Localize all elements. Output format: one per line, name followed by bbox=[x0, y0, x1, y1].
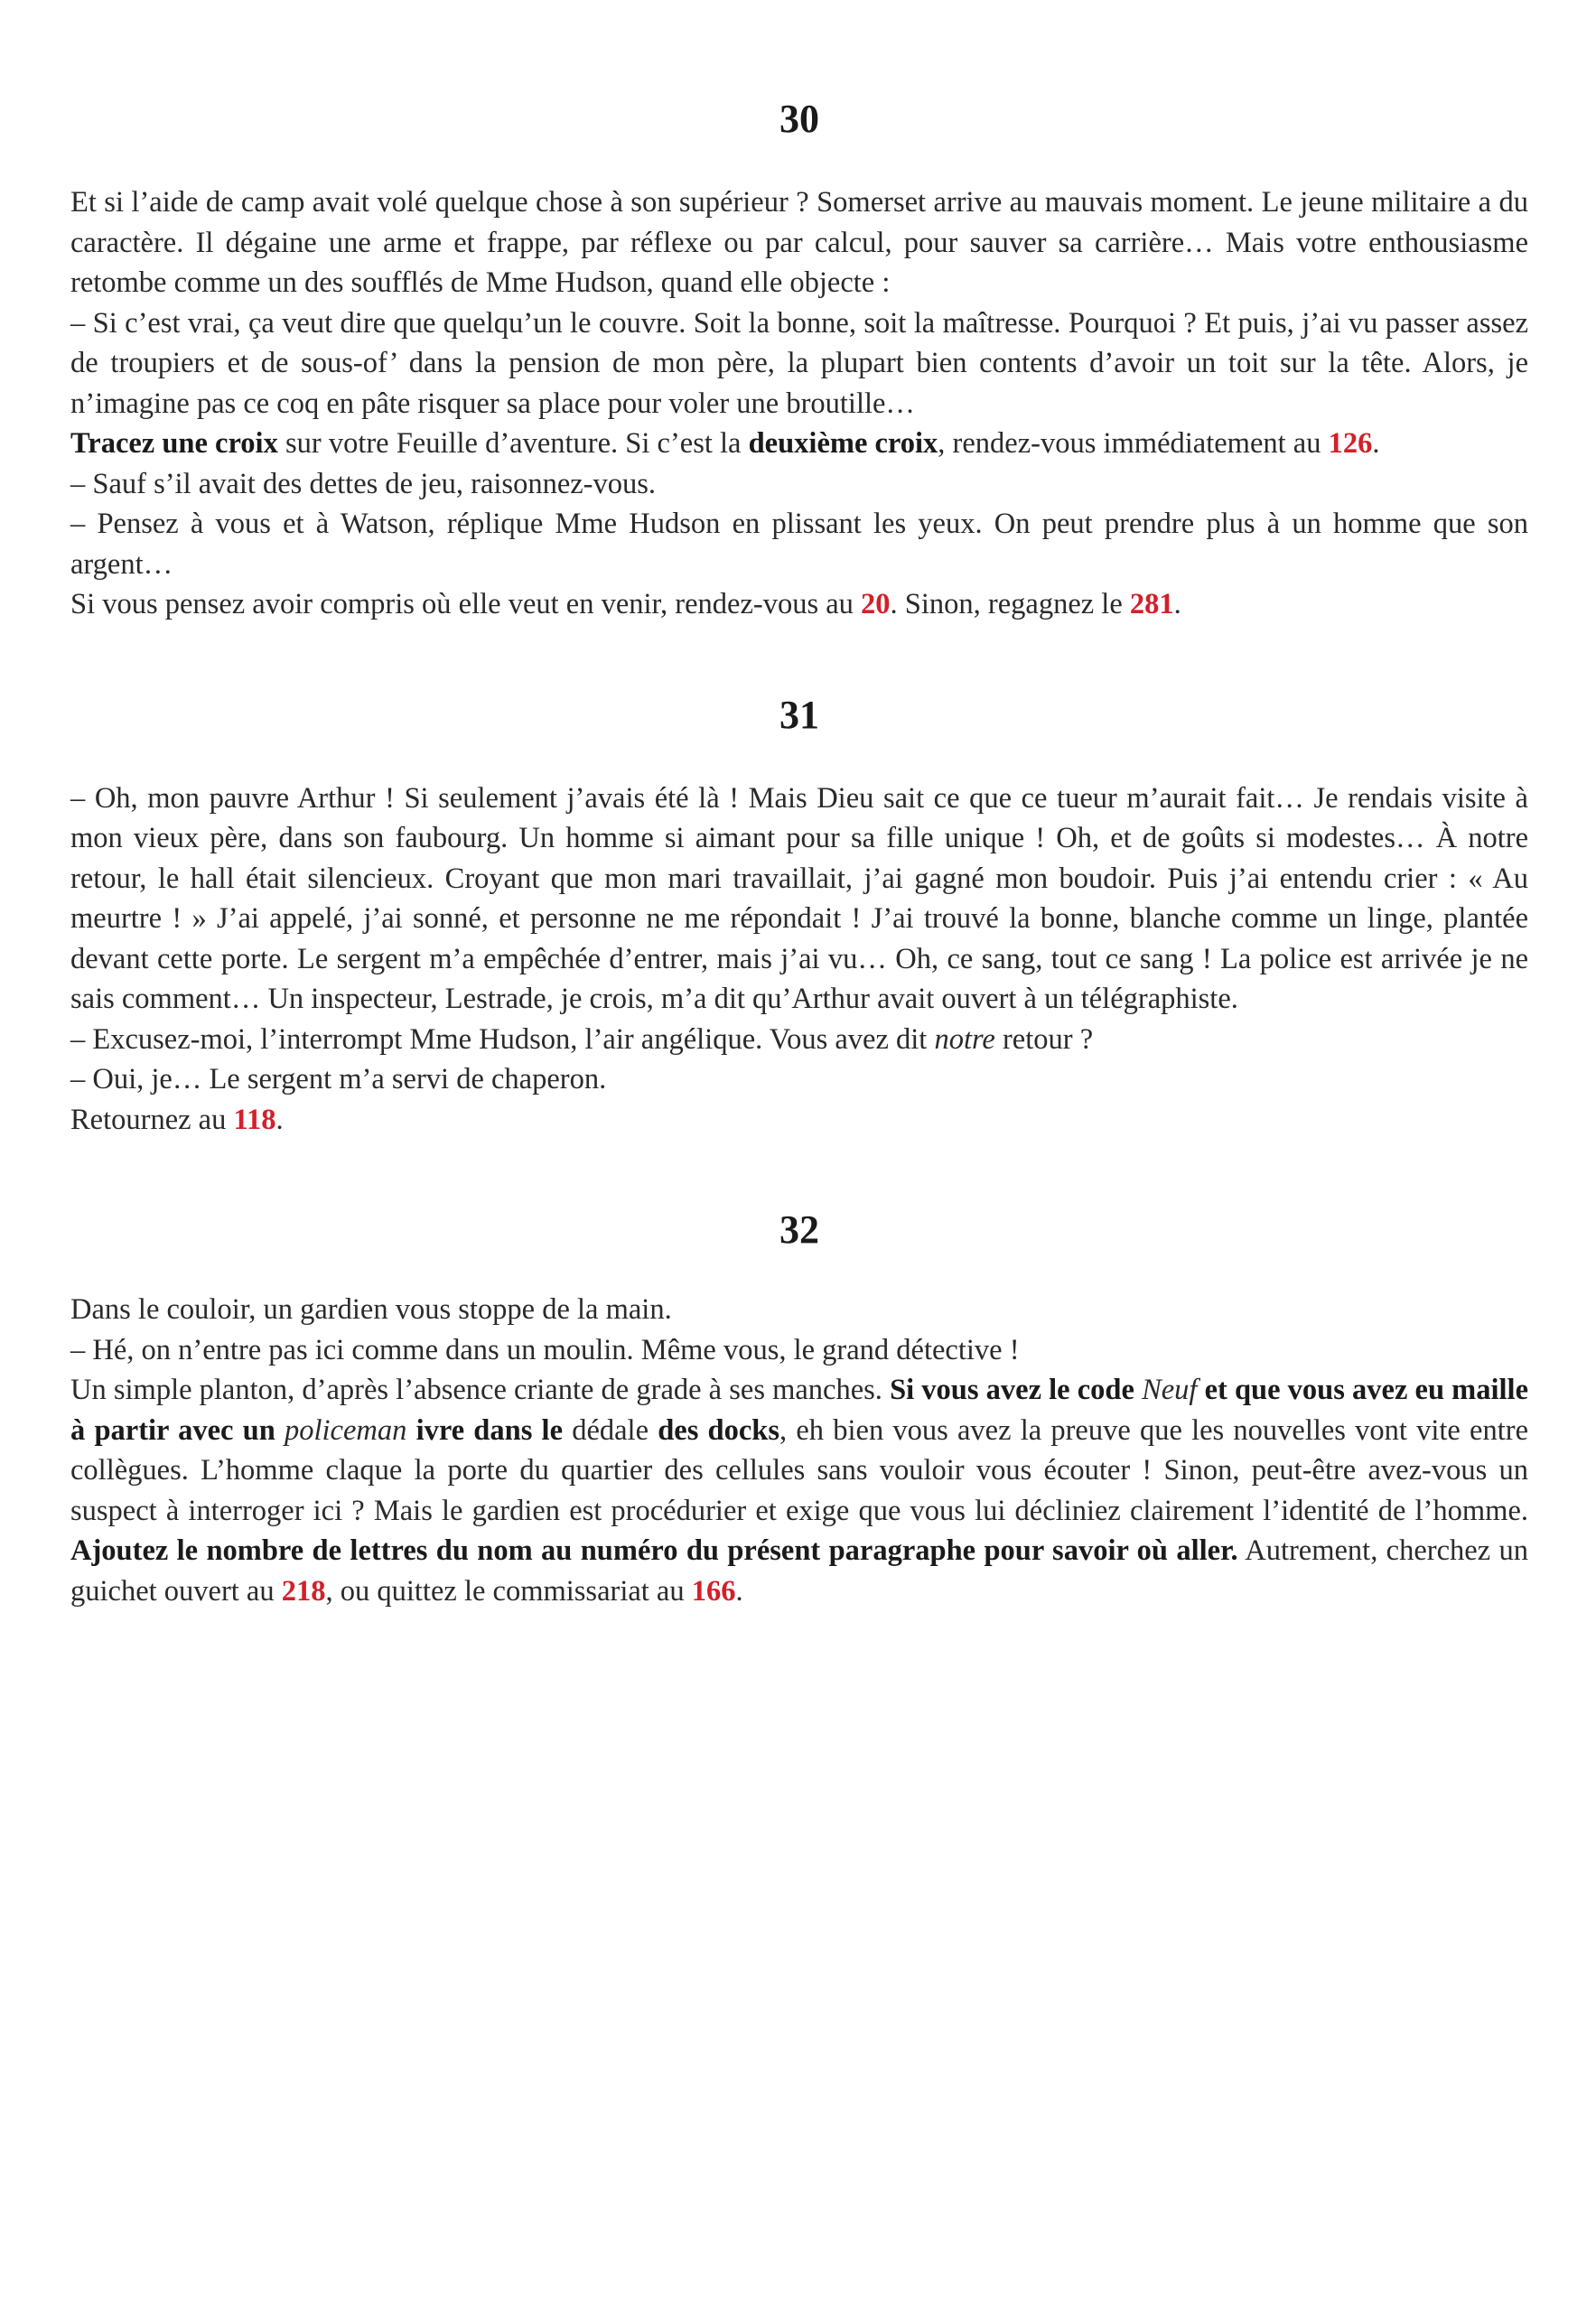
dialogue-line: – Pensez à vous et à Watson, réplique Mme Hudson en plissant les yeux. On peut prendre plus à un homme que son argent… bbox=[70, 508, 1528, 581]
text-span: . Sinon, regagnez le bbox=[890, 588, 1130, 620]
text-span: Autrement, cherchez un guichet ouvert au bbox=[70, 1534, 1528, 1608]
text-span: . bbox=[735, 1574, 743, 1608]
paragraph-reference-link[interactable]: 218 bbox=[281, 1574, 326, 1608]
text-span: . bbox=[1173, 588, 1181, 620]
text-span: , ou quittez le commissariat au bbox=[325, 1574, 692, 1608]
italic-text: Neuf bbox=[1142, 1374, 1198, 1406]
text-span: , rendez-vous immédiatement au bbox=[938, 427, 1329, 460]
paragraph-reference-link[interactable]: 126 bbox=[1328, 427, 1373, 460]
text-span: Retournez au bbox=[70, 1103, 234, 1136]
section-number: 30 bbox=[779, 97, 819, 141]
italic-text: policeman bbox=[284, 1413, 407, 1447]
choice-line bbox=[70, 1100, 1528, 1141]
text-span: sur votre Feuille d’aventure. Si c’est la bbox=[277, 427, 749, 460]
italic-text: notre bbox=[934, 1022, 995, 1056]
bold-instruction: des docks bbox=[658, 1413, 780, 1447]
section-number: 31 bbox=[779, 692, 819, 737]
text-span: . bbox=[1372, 427, 1380, 460]
bold-instruction: Tracez une croix bbox=[70, 427, 278, 460]
text-span: , eh bien vous avez la preuve que les nouvelles vont vite entre collègues. L’homme claque la porte du quartier des cellules sans vouloir vous écouter ! Sinon, peut-être avez-vous un suspect à interroger ici ? Mais le gardien est procédurier et exige que vous lui décliniez clairement l’identité de l’homme. bbox=[70, 1413, 1529, 1527]
text-span: Si vous pensez avoir compris où elle veut en venir, rendez-vous au bbox=[70, 588, 862, 620]
paragraph-reference-link[interactable]: 118 bbox=[233, 1103, 276, 1136]
paragraph-reference-link[interactable]: 166 bbox=[691, 1574, 736, 1608]
dialogue-line: – Si c’est vrai, ça veut dire que quelqu’un le couvre. Soit la bonne, soit la maîtresse. Pourquoi ? Et puis, j’ai vu passer assez de troupiers et de sous-of’ dans la pension de mon père, la plupart bien contents d’avoir un toit sur la tête. Alors, je n’imagine pas ce coq en pâte risquer sa place pour voler une broutille… bbox=[70, 306, 1528, 420]
text-span: . bbox=[275, 1103, 284, 1136]
bold-instruction: Si vous avez le code bbox=[890, 1374, 1143, 1406]
bold-instruction: ivre dans le bbox=[406, 1413, 564, 1447]
body-text: Et si l’aide de camp avait volé quelque chose à son supérieur ? Somerset arrive au mauvais moment. Le jeune militaire a du caractère. Il dégaine une arme et frappe, par réflexe ou par calcul, pour sauver sa carrière… Mais votre enthousiasme retombe comme un des soufflés de Mme Hudson, quand elle objecte : bbox=[70, 186, 1528, 299]
bold-instruction: Ajoutez le nombre de lettres du nom au numéro du présent paragraphe pour savoir où aller. bbox=[70, 1534, 1238, 1567]
section-number: 32 bbox=[779, 1207, 819, 1252]
paragraph-section-31 bbox=[70, 692, 1528, 1141]
dialogue-line: – Oui, je… Le sergent m’a servi de chaperon. bbox=[70, 1063, 607, 1095]
body-text bbox=[70, 1370, 1528, 1611]
paragraph-section-32 bbox=[70, 1207, 1529, 1611]
body-text: Dans le couloir, un gardien vous stoppe de la main. bbox=[70, 1293, 672, 1326]
paragraph-reference-link[interactable]: 20 bbox=[861, 588, 891, 620]
dialogue-line: – Oh, mon pauvre Arthur ! Si seulement j’avais été là ! Mais Dieu sait ce que ce tueur m’aurait fait… Je rendais visite à mon vieux père, dans son faubourg. Un homme si aimant pour sa fille unique ! Oh, et de goûts si modestes… À notre retour, le hall était silencieux. Croyant que mon mari travaillait, j’ai gagné mon boudoir. Puis j’ai entendu crier : « Au meurtre ! » J’ai appelé, j’ai sonné, et personne ne me répondait ! J’ai trouvé la bonne, blanche comme un linge, plantée devant cette porte. Le sergent m’a empêchée d’entrer, mais j’ai vu… Oh, ce sang, tout ce sang ! La police est arrivée je ne sais comment… Un inspecteur, Lestrade, je crois, m’a dit qu’Arthur avait ouvert à un télégraphiste. bbox=[70, 781, 1528, 1015]
text-span: – Excusez-moi, l’interrompt Mme Hudson, l’air angélique. Vous avez dit bbox=[70, 1022, 935, 1056]
paragraph-reference-link[interactable]: 281 bbox=[1129, 588, 1174, 620]
instruction-line bbox=[70, 424, 1528, 464]
dialogue-line: – Sauf s’il avait des dettes de jeu, raisonnez-vous. bbox=[70, 467, 657, 500]
choice-line bbox=[70, 584, 1528, 625]
text-span: dédale bbox=[563, 1413, 658, 1447]
dialogue-line: – Hé, on n’entre pas ici comme dans un moulin. Même vous, le grand détective ! bbox=[70, 1333, 1020, 1366]
bold-instruction: deuxième croix bbox=[748, 427, 938, 460]
bold-instruction: et que vous avez eu maille à partir avec un bbox=[70, 1374, 1529, 1447]
dialogue-line bbox=[70, 1020, 1528, 1060]
paragraph-section-30 bbox=[70, 0, 1528, 625]
text-span: retour ? bbox=[994, 1022, 1094, 1056]
text-span: Un simple planton, d’après l’absence criante de grade à ses manches. bbox=[70, 1374, 891, 1406]
